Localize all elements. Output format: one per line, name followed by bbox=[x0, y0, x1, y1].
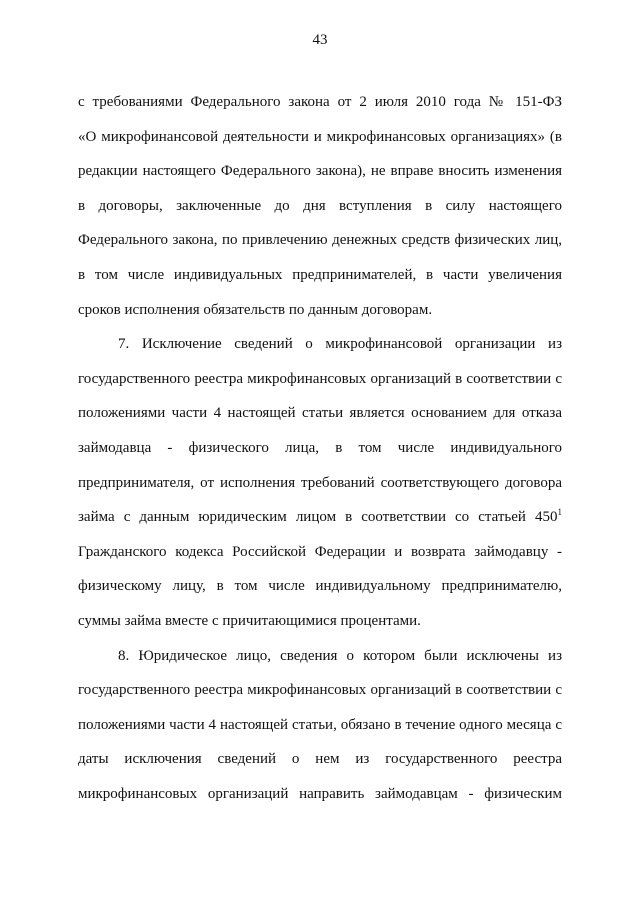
article-superscript: 1 bbox=[557, 507, 562, 518]
text-line: суммы займа вместе с причитающимися процентами. bbox=[78, 612, 421, 629]
paragraph-clause-7 bbox=[78, 327, 562, 638]
text-line: сроков исполнения обязательств по данным договорам. bbox=[78, 301, 433, 318]
text-line: физическому лицу, в том числе индивидуальному предпринимателю, bbox=[78, 578, 562, 595]
text-line: «О микрофинансовой деятельности и микрофинансовых организациях» (в bbox=[78, 128, 562, 145]
paragraph-continuation bbox=[78, 85, 562, 327]
text-line: микрофинансовых организаций направить займодавцам - физическим bbox=[78, 785, 562, 802]
page-number: 43 bbox=[312, 32, 328, 48]
text-line: в том числе индивидуальных предпринимателей, в части увеличения bbox=[78, 266, 562, 283]
text-line: 8. Юридическое лицо, сведения о котором были исключены из bbox=[118, 647, 562, 664]
document-body bbox=[78, 85, 562, 811]
text-line: 7. Исключение сведений о микрофинансовой организации из bbox=[118, 336, 562, 353]
text-line: предпринимателя, от исполнения требований соответствующего договора bbox=[78, 474, 562, 491]
text-line: государственного реестра микрофинансовых организаций в соответствии с bbox=[78, 370, 562, 387]
text-line: займодавца - физического лица, в том числе индивидуального bbox=[78, 439, 562, 456]
text-line: даты исключения сведений о нем из государственного реестра bbox=[78, 751, 562, 768]
text-line-with-superscript bbox=[78, 500, 562, 535]
text-line: редакции настоящего Федерального закона), не вправе вносить изменения bbox=[78, 163, 562, 180]
paragraph-clause-8 bbox=[78, 639, 562, 812]
text-line: положениями части 4 настоящей статьи, обязано в течение одного месяца с bbox=[78, 716, 562, 733]
text-line: с требованиями Федерального закона от 2 июля 2010 года № 151-ФЗ bbox=[78, 94, 562, 110]
text-line: Федерального закона, по привлечению денежных средств физических лиц, bbox=[78, 232, 562, 249]
text-line: государственного реестра микрофинансовых организаций в соответствии с bbox=[78, 682, 562, 699]
text-line-main: займа с данным юридическим лицом в соответствии со статьей 450 bbox=[78, 509, 558, 526]
text-line: Гражданского кодекса Российской Федерации и возврата займодавцу - bbox=[78, 543, 562, 560]
text-line: в договоры, заключенные до дня вступления в силу настоящего bbox=[78, 197, 562, 214]
text-line: положениями части 4 настоящей статьи является основанием для отказа bbox=[78, 405, 562, 422]
